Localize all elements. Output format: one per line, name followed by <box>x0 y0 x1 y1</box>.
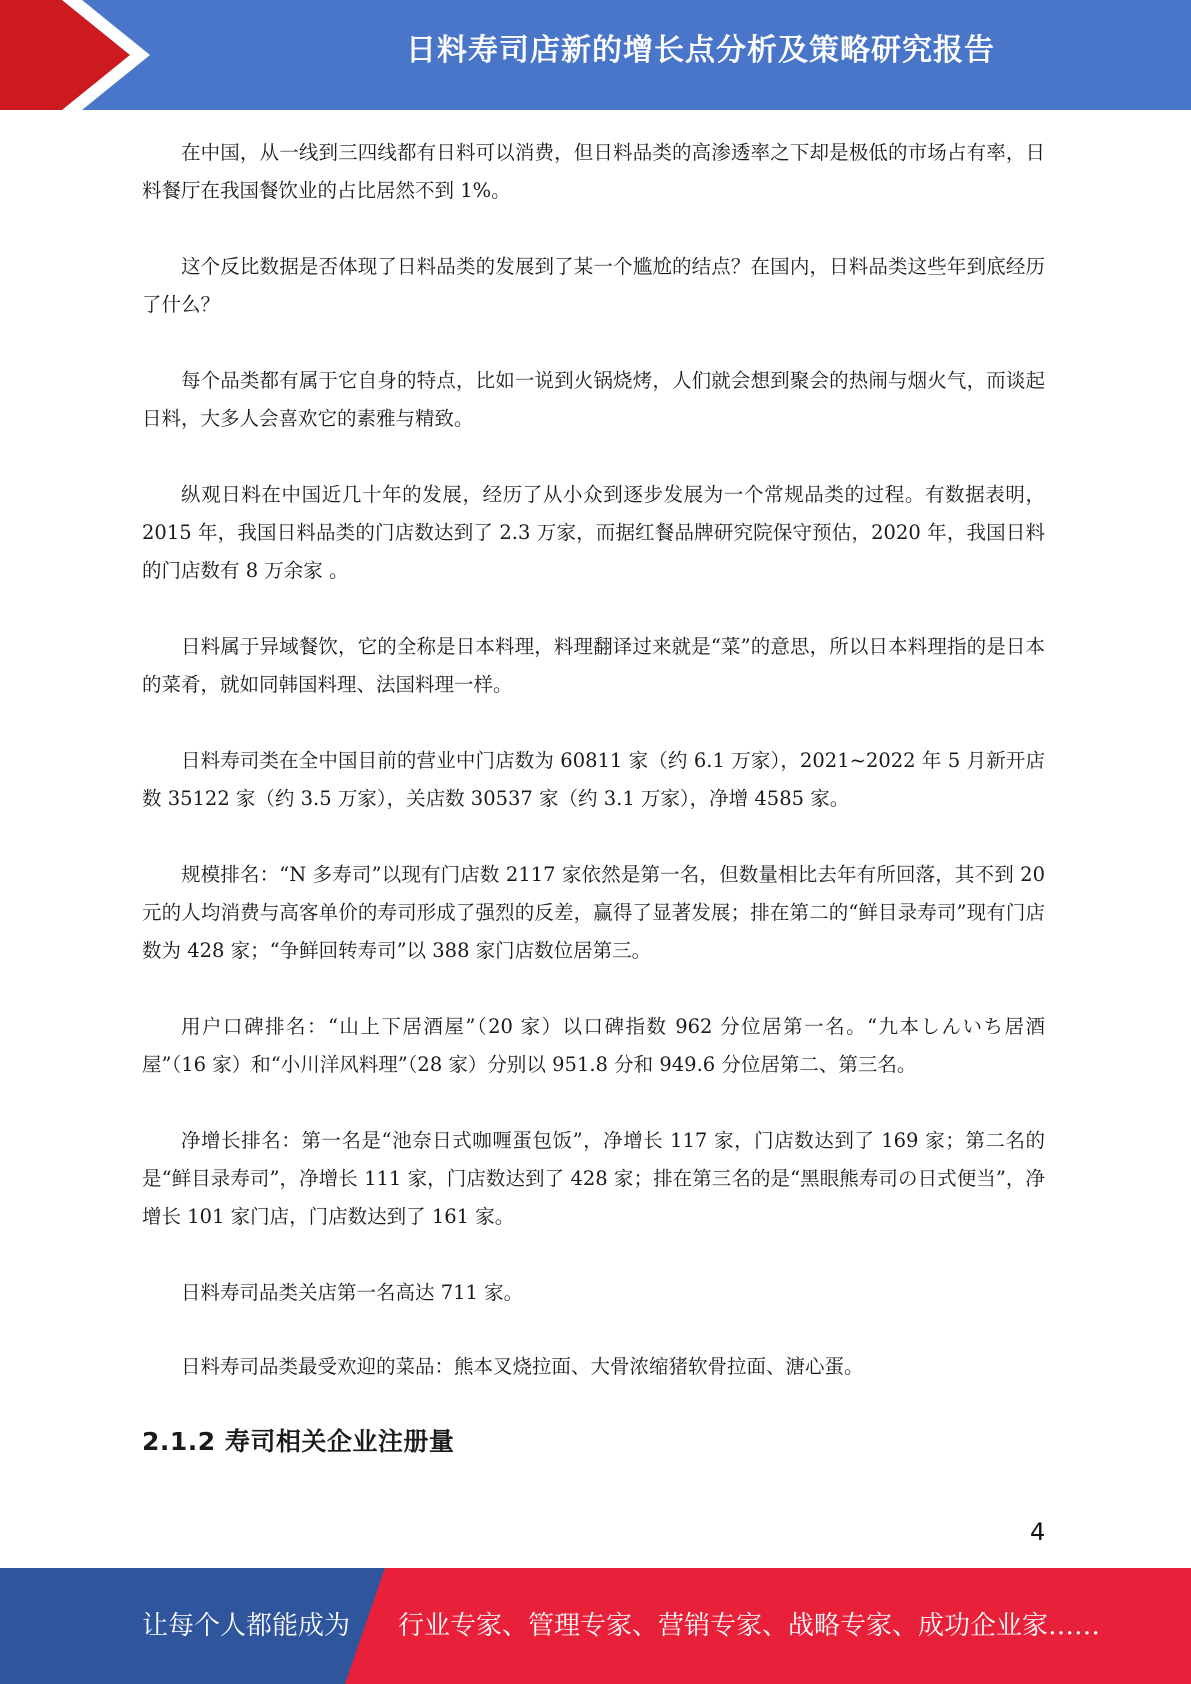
paragraph: 日料寿司品类最受欢迎的菜品：熊本叉烧拉面、大骨浓缩猪软骨拉面、溏心蛋。 <box>181 1355 864 1378</box>
report-title: 日料寿司店新的增长点分析及策略研究报告 <box>406 33 995 68</box>
paragraph: 日料属于异域餐饮，它的全称是日本料理，料理翻译过来就是“菜”的意思，所以日本料理指的是日本的菜肴，就如同韩国料理、法国料理一样。 <box>142 635 1045 696</box>
paragraph: 用户口碑排名：“山上下居酒屋”（20 家）以口碑指数 962 分位居第一名。“九本しんいち居酒屋”（16 家）和“小川洋风料理”（28 家）分别以 951.8 分和 949.6 分位居第二、第三名。 <box>142 1015 1045 1076</box>
paragraph: 这个反比数据是否体现了日料品类的发展到了某一个尴尬的结点？在国内，日料品类这些年到底经历了什么？ <box>142 255 1045 316</box>
paragraph: 在中国，从一线到三四线都有日料可以消费，但日料品类的高渗透率之下却是极低的市场占有率，日料餐厅在我国餐饮业的占比居然不到 1%。 <box>142 141 1045 202</box>
footer-slogan-left: 让每个人都能成为 <box>142 1611 351 1641</box>
page-number: 4 <box>1030 1518 1046 1546</box>
page-footer <box>0 1568 1191 1684</box>
paragraph: 规模排名：“N 多寿司”以现有门店数 2117 家依然是第一名，但数量相比去年有所回落，其不到 20 元的人均消费与高客单价的寿司形成了强烈的反差，赢得了显著发展；排在第二的“鲜目录寿司”现有门店数为 428 家；“争鲜回转寿司”以 388 家门店数位居第三。 <box>142 863 1045 962</box>
document-body <box>142 134 1045 1458</box>
paragraph: 日料寿司品类关店第一名高达 711 家。 <box>181 1281 524 1304</box>
page-header <box>0 0 1191 110</box>
section-heading: 2.1.2 寿司相关企业注册量 <box>142 1427 455 1456</box>
paragraph: 日料寿司类在全中国目前的营业中门店数为 60811 家（约 6.1 万家），2021~2022 年 5 月新开店数 35122 家（约 3.5 万家），关店数 30537 家（约 3.1 万家），净增 4585 家。 <box>142 749 1045 810</box>
paragraph: 纵观日料在中国近几十年的发展，经历了从小众到逐步发展为一个常规品类的过程。有数据表明，2015 年，我国日料品类的门店数达到了 2.3 万家，而据红餐品牌研究院保守预估，2020 年，我国日料的门店数有 8 万余家 。 <box>142 483 1045 582</box>
footer-slogan-right: 行业专家、管理专家、营销专家、战略专家、成功企业家…… <box>398 1611 1101 1641</box>
paragraph: 净增长排名：第一名是“池奈日式咖喱蛋包饭”，净增长 117 家，门店数达到了 169 家；第二名的是“鲜目录寿司”，净增长 111 家，门店数达到了 428 家；排在第三名的是“黑眼熊寿司の日式便当”，净增长 101 家门店，门店数达到了 161 家。 <box>142 1129 1045 1228</box>
paragraph: 每个品类都有属于它自身的特点，比如一说到火锅烧烤，人们就会想到聚会的热闹与烟火气，而谈起日料，大多人会喜欢它的素雅与精致。 <box>142 369 1045 430</box>
